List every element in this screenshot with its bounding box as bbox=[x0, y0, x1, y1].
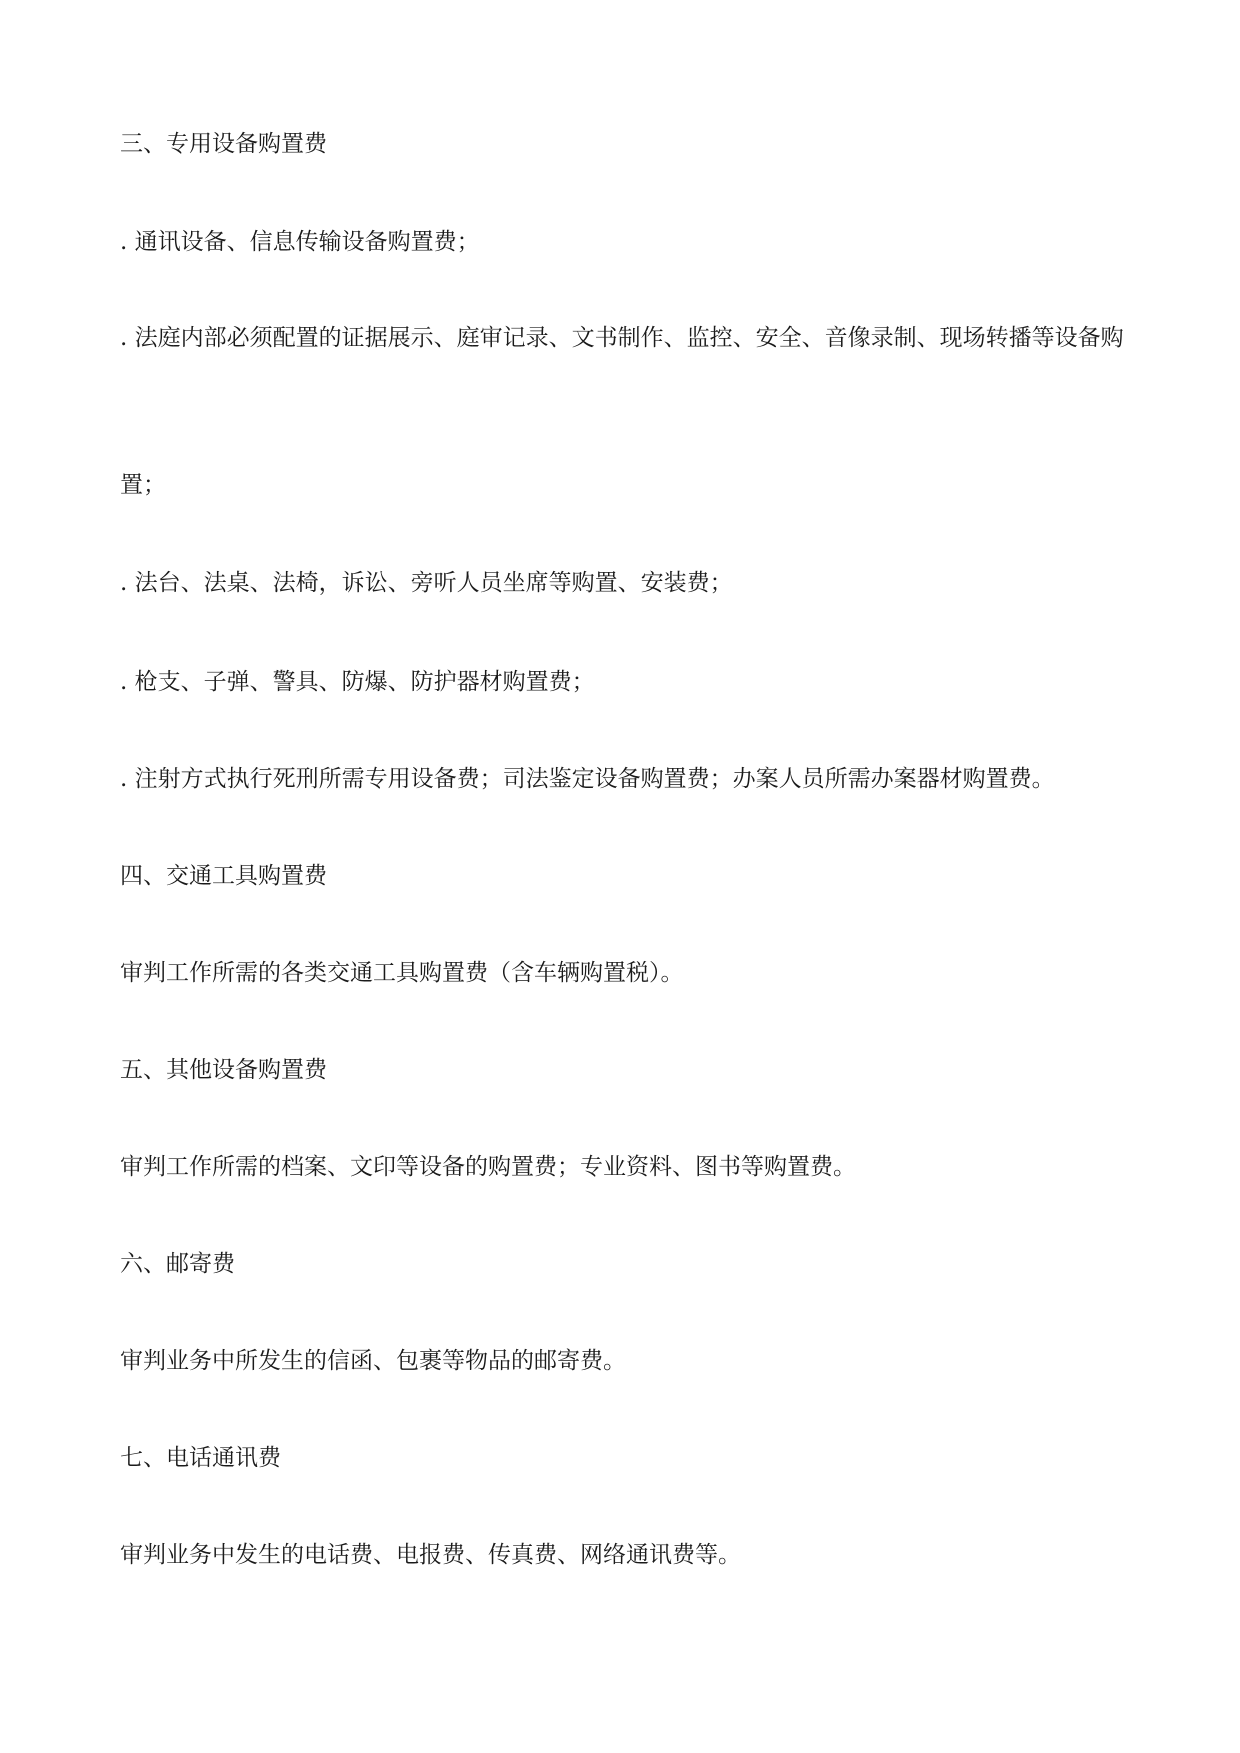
list-item: . 通讯设备、信息传输设备购置费； bbox=[120, 229, 480, 255]
section-heading-6: 六、邮寄费 bbox=[120, 1251, 235, 1277]
paragraph-continuation: 置； bbox=[120, 472, 166, 498]
paragraph: 审判业务中发生的电话费、电报费、传真费、网络通讯费等。 bbox=[120, 1542, 741, 1568]
list-item: . 法庭内部必须配置的证据展示、庭审记录、文书制作、监控、安全、音像录制、现场转播等设备购 bbox=[120, 325, 1124, 351]
section-heading-7: 七、电话通讯费 bbox=[120, 1445, 281, 1471]
list-item: . 枪支、子弹、警具、防爆、防护器材购置费； bbox=[120, 669, 595, 695]
section-heading-5: 五、其他设备购置费 bbox=[120, 1057, 327, 1083]
paragraph: 审判业务中所发生的信函、包裹等物品的邮寄费。 bbox=[120, 1348, 626, 1374]
list-item: . 注射方式执行死刑所需专用设备费；司法鉴定设备购置费；办案人员所需办案器材购置费。 bbox=[120, 766, 1055, 792]
paragraph: 审判工作所需的档案、文印等设备的购置费；专业资料、图书等购置费。 bbox=[120, 1154, 856, 1180]
list-item: . 法台、法桌、法椅，诉讼、旁听人员坐席等购置、安装费； bbox=[120, 570, 733, 596]
paragraph: 审判工作所需的各类交通工具购置费（含车辆购置税）。 bbox=[120, 960, 684, 986]
section-heading-4: 四、交通工具购置费 bbox=[120, 863, 327, 889]
section-heading-3: 三、专用设备购置费 bbox=[120, 131, 327, 157]
